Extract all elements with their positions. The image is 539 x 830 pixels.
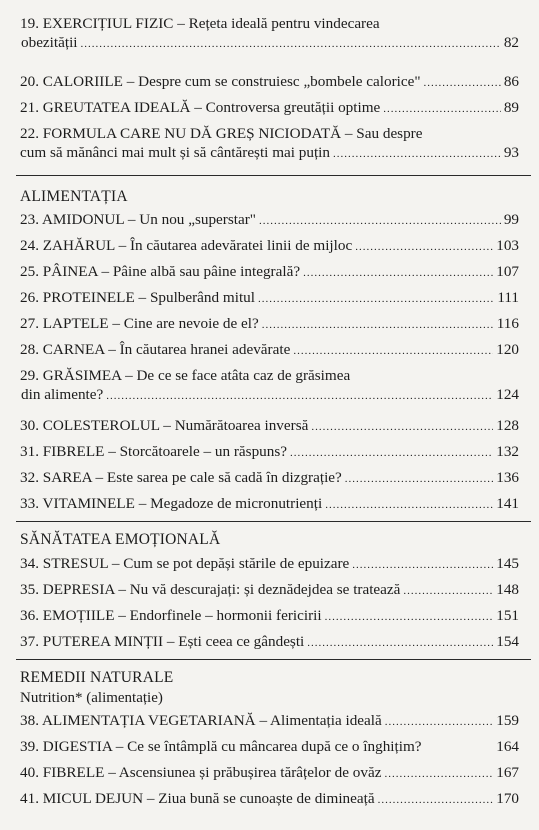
leader-dots	[303, 264, 493, 283]
leader-dots	[262, 316, 494, 335]
toc-entry-text: 25. PÂINEA – Pâine albă sau pâine integrală?	[20, 263, 301, 280]
toc-entry-text: 20. CALORIILE – Despre cum se construiesc „bombele calorice"	[20, 73, 421, 90]
page-number: 154	[496, 633, 519, 650]
page-number: 124	[496, 386, 519, 403]
leader-dots	[325, 496, 493, 515]
leader-dots	[258, 290, 494, 309]
leader-dots	[325, 608, 494, 627]
leader-dots	[403, 582, 493, 601]
page-number: 120	[496, 341, 519, 358]
toc-entry-23	[20, 210, 519, 231]
section-heading-alimentatia: ALIMENTAȚIA	[20, 188, 128, 205]
toc-entry-text: 30. COLESTEROLUL – Numărătoarea inversă	[20, 417, 309, 434]
toc-entry-text: 37. PUTEREA MINȚII – Ești ceea ce gândești	[20, 633, 305, 650]
toc-entry-20	[20, 72, 519, 93]
leader-dots	[355, 238, 493, 257]
toc-entry-24	[20, 236, 519, 257]
toc-entry-35	[20, 580, 519, 601]
toc-entry-text: 38. ALIMENTAȚIA VEGETARIANĂ – Alimentația ideală	[20, 712, 382, 729]
toc-entry-text: 22. FORMULA CARE NU DĂ GREȘ NICIODATĂ – Sau despre	[20, 125, 423, 142]
toc-entry-text: 28. CARNEA – În căutarea hranei adevărate	[20, 341, 291, 358]
page-number: 116	[496, 315, 519, 332]
leader-dots	[383, 100, 501, 119]
section-divider	[16, 521, 531, 522]
toc-entry-text: 24. ZAHĂRUL – În căutarea adevăratei linii de mijloc	[20, 237, 353, 254]
toc-entry-text: 39. DIGESTIA – Ce se întâmplă cu mâncarea după ce o înghițim?	[20, 738, 422, 755]
toc-entry-19	[20, 14, 519, 54]
toc-entry-text: 35. DEPRESIA – Nu vă descurajați: și deznădejdea se tratează	[20, 581, 401, 598]
page-number: 103	[496, 237, 519, 254]
toc-entry-30	[20, 416, 519, 437]
toc-entry-text: 23. AMIDONUL – Un nou „superstar"	[20, 211, 256, 228]
toc-entry-26	[20, 288, 519, 309]
toc-entry-22	[20, 124, 519, 164]
toc-entry-21	[20, 98, 519, 119]
page-number: 136	[496, 469, 519, 486]
section-heading-sanatatea-emotionala: SĂNĂTATEA EMOȚIONALĂ	[20, 531, 221, 548]
toc-entry-37	[20, 632, 519, 653]
toc-entry-continuation: cum să mănânci mai mult și să cântărești mai puțin	[20, 144, 330, 161]
section-subheading-nutrition: Nutrition* (alimentație)	[20, 690, 163, 706]
toc-entry-28	[20, 340, 519, 361]
toc-entry-39	[20, 737, 519, 756]
leader-dots	[293, 342, 493, 361]
leader-dots	[290, 444, 493, 463]
page-number: 164	[496, 738, 519, 755]
page-number: 167	[496, 764, 519, 781]
page-number: 89	[503, 99, 519, 116]
toc-entry-text: 33. VITAMINELE – Megadoze de micronutrienți	[20, 495, 323, 512]
page-number: 82	[503, 34, 519, 51]
toc-entry-25	[20, 262, 519, 283]
leader-dots	[81, 35, 501, 54]
page-number: 86	[503, 73, 519, 90]
toc-entry-38	[20, 711, 519, 732]
toc-entry-text: 34. STRESUL – Cum se pot depăși stările de epuizare	[20, 555, 350, 572]
page-number: 141	[496, 495, 519, 512]
toc-entry-text: 36. EMOȚIILE – Endorfinele – hormonii fericirii	[20, 607, 322, 624]
page-number: 151	[496, 607, 519, 624]
toc-entry-34	[20, 554, 519, 575]
toc-entry-text: 21. GREUTATEA IDEALĂ – Controversa greutății optime	[20, 99, 381, 116]
page-number: 93	[503, 144, 519, 161]
toc-entry-text: 31. FIBRELE – Storcătoarele – un răspuns?	[20, 443, 288, 460]
toc-entry-text: 40. FIBRELE – Ascensiunea și prăbușirea tărâțelor de ovăz	[20, 764, 382, 781]
leader-dots	[307, 634, 493, 653]
page-number: 132	[496, 443, 519, 460]
toc-entry-text: 32. SAREA – Este sarea pe cale să cadă în dizgrație?	[20, 469, 342, 486]
page-number: 99	[503, 211, 519, 228]
leader-dots	[259, 212, 501, 231]
toc-entry-text: 26. PROTEINELE – Spulberând mitul	[20, 289, 255, 306]
page-number: 128	[496, 417, 519, 434]
toc-entry-29	[20, 366, 519, 406]
toc-entry-32	[20, 468, 519, 489]
page-number: 148	[496, 581, 519, 598]
leader-dots	[333, 145, 501, 164]
toc-entry-36	[20, 606, 519, 627]
leader-dots	[106, 387, 493, 406]
leader-dots	[378, 791, 494, 810]
page-number: 159	[496, 712, 519, 729]
toc-entry-text: 29. GRĂSIMEA – De ce se face atâta caz de grăsimea	[20, 367, 351, 384]
toc-entry-33	[20, 494, 519, 515]
section-divider	[16, 175, 531, 176]
page-number: 145	[496, 555, 519, 572]
toc-entry-31	[20, 442, 519, 463]
page-number: 170	[496, 790, 519, 807]
leader-dots	[352, 556, 493, 575]
toc-entry-27	[20, 314, 519, 335]
toc-entry-text: 19. EXERCIȚIUL FIZIC – Rețeta ideală pentru vindecarea	[20, 15, 380, 32]
toc-entry-41	[20, 789, 519, 810]
toc-entry-text: 41. MICUL DEJUN – Ziua bună se cunoaște de dimineață	[20, 790, 375, 807]
page-number: 107	[496, 263, 519, 280]
toc-entry-continuation: din alimente?	[21, 386, 104, 403]
leader-dots	[385, 713, 493, 732]
leader-dots	[311, 418, 493, 437]
leader-dots	[345, 470, 493, 489]
toc-entry-40	[20, 763, 519, 784]
section-divider	[16, 659, 531, 660]
toc-entry-continuation: obezității	[21, 34, 78, 51]
leader-dots	[384, 765, 493, 784]
toc-entry-text: 27. LAPTELE – Cine are nevoie de el?	[20, 315, 259, 332]
page-number: 111	[497, 289, 519, 306]
leader-dots	[424, 74, 501, 93]
section-heading-remedii-naturale: REMEDII NATURALE	[20, 669, 174, 686]
